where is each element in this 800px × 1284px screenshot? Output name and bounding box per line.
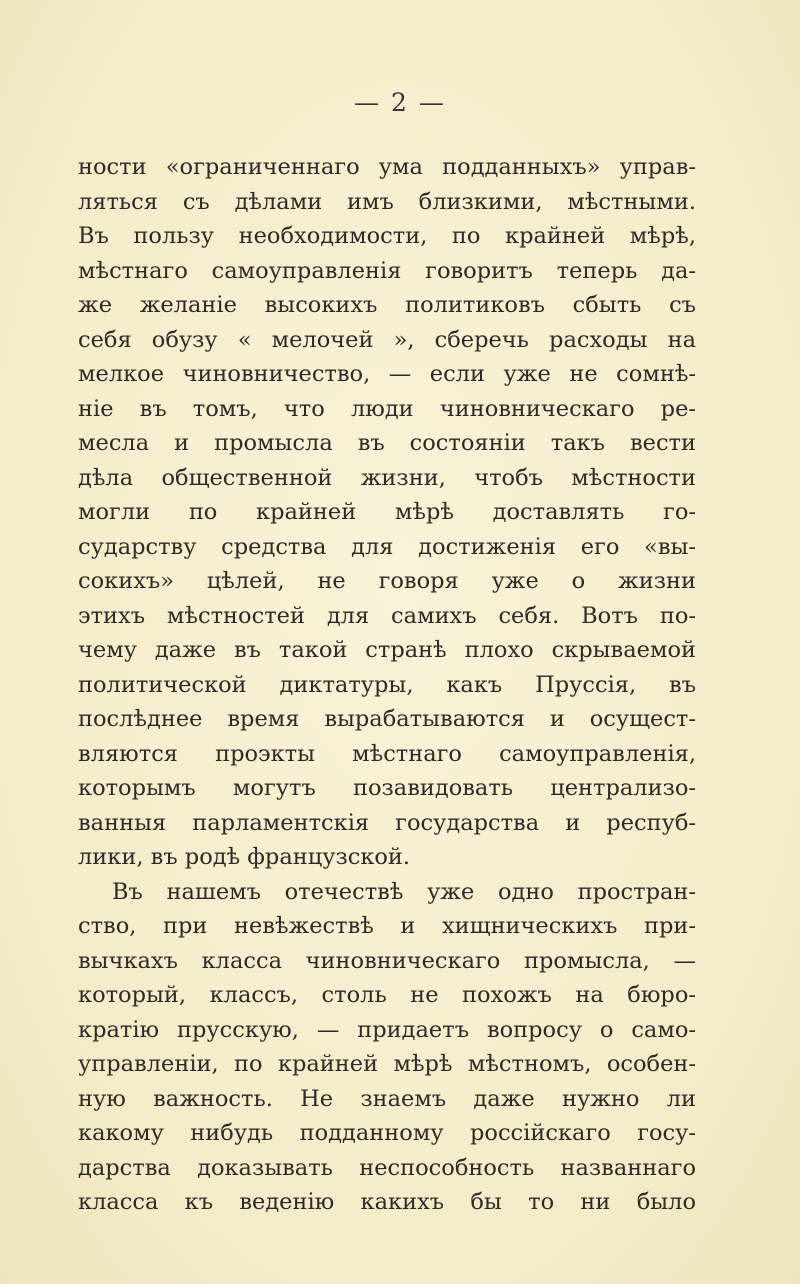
text-line: чему даже въ такой странѣ плохо скрываемой bbox=[78, 637, 696, 663]
text-line: управленіи, по крайней мѣрѣ мѣстномъ, особен- bbox=[78, 1051, 696, 1077]
paragraph-end-line: лики, въ родѣ французской. bbox=[78, 844, 411, 870]
text-line: класса къ веденію какихъ бы то ни было bbox=[78, 1189, 696, 1215]
body-text bbox=[78, 150, 696, 1220]
text-line: этихъ мѣстностей для самихъ себя. Вотъ по- bbox=[78, 602, 696, 629]
text-line: же желаніе высокихъ политиковъ сбыть съ bbox=[78, 292, 696, 318]
text-line: которымъ могутъ позавидовать централизо- bbox=[78, 775, 696, 801]
text-line: мѣстнаго самоуправленія говоритъ теперь да- bbox=[78, 257, 696, 284]
text-line: сокихъ» цѣлей, не говоря уже о жизни bbox=[78, 568, 696, 594]
text-line: послѣднее время вырабатываются и осущест- bbox=[78, 706, 696, 732]
text-line: ности «ограниченнаго ума подданныхъ» управ- bbox=[78, 154, 696, 180]
text-line: ляться съ дѣлами имъ близкими, мѣстными. bbox=[78, 188, 696, 215]
text-line: себя обузу « мелочей », сберечь расходы на bbox=[78, 326, 696, 353]
text-line: ную важность. Не знаемъ даже нужно ли bbox=[78, 1085, 696, 1112]
text-line: вляются проэкты мѣстнаго самоуправленія, bbox=[78, 740, 696, 767]
text-line: могли по крайней мѣрѣ доставлять го- bbox=[78, 499, 696, 525]
text-line: дѣла общественной жизни, чтобъ мѣстности bbox=[78, 464, 696, 491]
text-line: политической диктатуры, какъ Пруссія, въ bbox=[78, 671, 696, 698]
text-line: ванныя парламентскія государства и респуб- bbox=[78, 809, 696, 836]
text-line: какому нибудь подданному россійскаго госу- bbox=[78, 1120, 696, 1146]
text-line: вычкахъ класса чиновническаго промысла, — bbox=[78, 947, 696, 974]
text-line: мелкое чиновничество, — если уже не сомнѣ- bbox=[78, 361, 696, 387]
text-line: кратію прусскую, — придаетъ вопросу о само- bbox=[78, 1016, 696, 1043]
text-line: ніе въ томъ, что люди чиновническаго ре- bbox=[78, 395, 696, 422]
text-line: сударству средства для достиженія его «вы- bbox=[78, 533, 696, 560]
text-line: ство, при невѣжествѣ и хищническихъ при- bbox=[78, 913, 696, 939]
text-line: дарства доказывать неспособность названнаго bbox=[78, 1154, 696, 1181]
text-line: Въ пользу необходимости, по крайней мѣрѣ, bbox=[78, 223, 696, 249]
text-line: который, классъ, столь не похожъ на бюро- bbox=[78, 982, 696, 1008]
paragraph-start-line: Въ нашемъ отечествѣ уже одно простран- bbox=[112, 878, 696, 905]
text-line: месла и промысла въ состояніи такъ вести bbox=[78, 430, 696, 456]
page-number: — 2 — bbox=[354, 88, 446, 117]
